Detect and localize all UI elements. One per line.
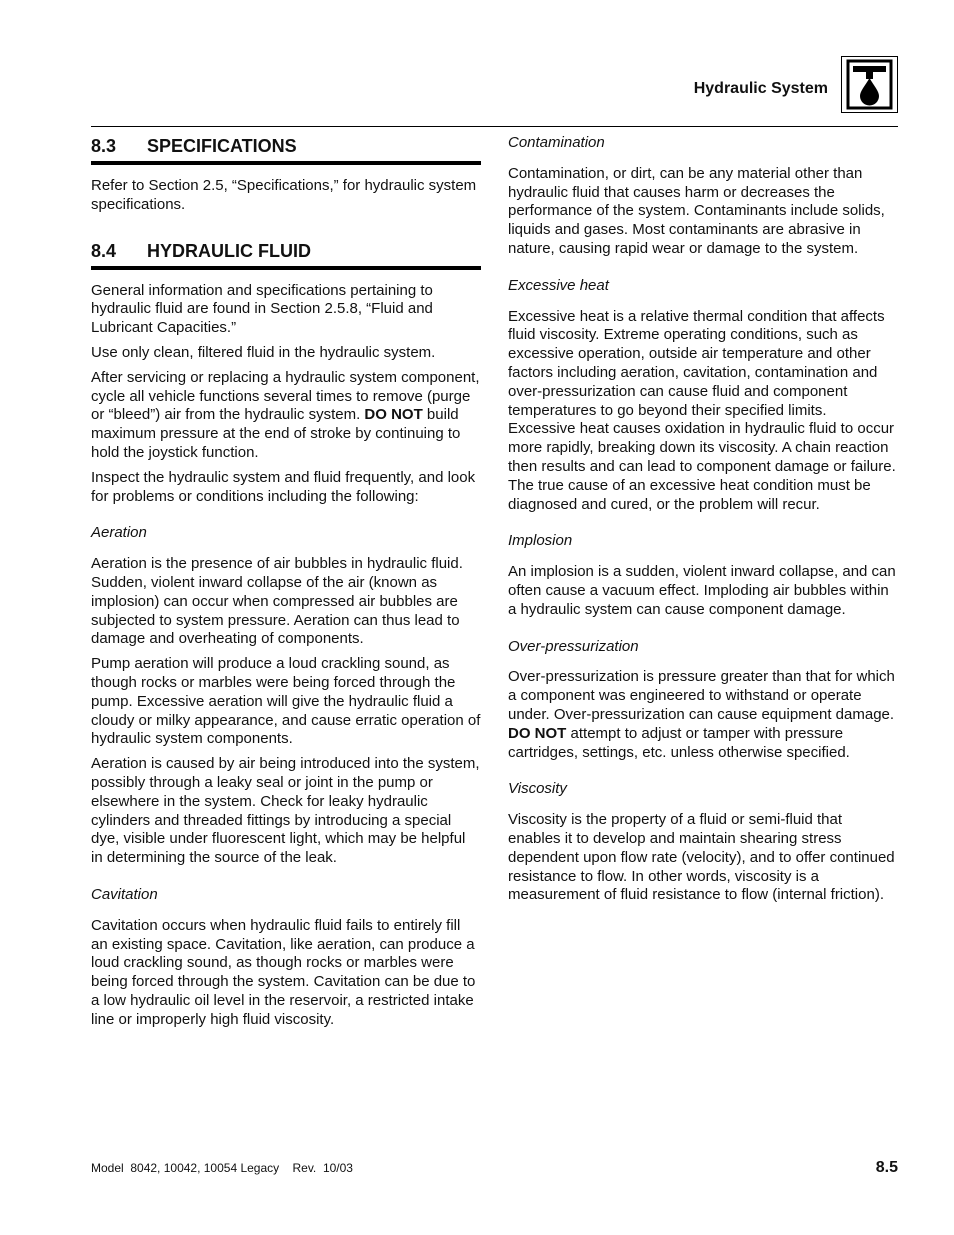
section-heading-hydraulic-fluid <box>91 239 481 270</box>
subheading-cavitation: Cavitation <box>91 885 158 903</box>
paragraph: Contamination, or dirt, can be any material other than hydraulic fluid that causes harm or decreases the performance of the system. Contaminants include solids, liquids and gases. Most contaminants are abrasive in nature, causing rapid wear or damage to the system. <box>508 164 885 257</box>
text-run: attempt to adjust or tamper with pressure cartridges, settings, etc. unless otherwise specified. <box>508 724 850 761</box>
section-number: 8.4 <box>91 240 117 261</box>
text-run: Over-pressurization is pressure greater than that for which a component was engineered to withstand or operate under. Over-pressurization can cause equipment damage. <box>508 668 895 723</box>
paragraph <box>91 369 481 463</box>
subheading-viscosity: Viscosity <box>508 780 567 798</box>
subheading-implosion: Implosion <box>508 532 573 550</box>
section-title: SPECIFICATIONS <box>147 136 297 156</box>
paragraph: Inspect the hydraulic system and fluid frequently, and look for problems or conditions including the following: <box>91 468 476 505</box>
section-number: 8.3 <box>91 136 117 156</box>
text-run: After servicing or replacing a hydraulic system component, cycle all vehicle functions several times to remove (purge or “bleed”) air from the hydraulic system. <box>91 368 480 424</box>
subheading-aeration: Aeration <box>91 524 147 542</box>
paragraph <box>508 668 898 762</box>
paragraph: Use only clean, filtered fluid in the hydraulic system. <box>91 343 436 361</box>
text-run: build maximum pressure at the end of stroke by continuing to hold the joystick function. <box>91 406 461 461</box>
paragraph: Refer to Section 2.5, “Specifications,” for hydraulic system specifications. <box>91 177 477 213</box>
page-number: 8.5 <box>875 1159 898 1176</box>
subheading-over-pressurization: Over-pressurization <box>508 637 639 655</box>
subheading-contamination: Contamination <box>508 134 605 151</box>
footer-model: Model 8042, 10042, 10054 Legacy Rev. 10/03 <box>91 1161 353 1175</box>
paragraph: Aeration is caused by air being introduced into the system, possibly through a leaky seal or joint in the pump or elsewhere in the system. Check for leaky hydraulic cylinders and threaded fittings by introducing a special dye, visible under fluorescent light, which may be helpful in determining the source of the leak. <box>91 755 480 867</box>
paragraph: Viscosity is the property of a fluid or semi-fluid that enables it to develop and maintain shearing stress dependent upon flow rate (velocity), and to offer continued resistance to flow. In other words, viscosity is a measurement of fluid resistance to flow (internal friction). <box>508 811 895 904</box>
paragraph: An implosion is a sudden, violent inward collapse, and can often cause a vacuum effect. Imploding air bubbles within a hydraulic system can cause component damage. <box>508 563 896 618</box>
section-heading-specifications <box>91 134 481 165</box>
emphasis: DO NOT <box>364 406 423 424</box>
subheading-excessive-heat: Excessive heat <box>508 276 609 294</box>
paragraph: General information and specifications pertaining to hydraulic fluid are found in Section 2.5.8, “Fluid and Lubricant Capacities.” <box>91 281 433 337</box>
paragraph: Pump aeration will produce a loud crackling sound, as though rocks or marbles were being forced through the pump. Excessive aeration will give the hydraulic fluid a cloudy or milky appearance, and cause erratic operation of hydraulic system components. <box>91 655 481 748</box>
emphasis: DO NOT <box>508 724 567 742</box>
hydraulic-reservoir-icon <box>841 56 898 113</box>
section-title: HYDRAULIC FLUID <box>147 240 311 261</box>
paragraph: Excessive heat is a relative thermal condition that affects fluid viscosity. Extreme operating conditions, such as excessive operation, outside air temperature and other factors including aeration, cavitation, contamination and over-pressurization can cause fluid and component temperatures to go beyond their specified limits. Excessive heat causes oxidation in hydraulic fluid to occur more rapidly, breaking down its viscosity. A chain reaction then results and can lead to component damage or failure. The true cause of an excessive heat condition must be diagnosed and cured, or the problem will recur. <box>508 307 896 513</box>
paragraph: Cavitation occurs when hydraulic fluid fails to entirely fill an existing space. Cavitation, like aeration, can produce a loud crackling sound, as though rocks or marbles were being forced through the system. Cavitation can be due to a low hydraulic oil level in the reservoir, a restricted intake line or improperly high fluid viscosity. <box>91 916 476 1028</box>
header-title: Hydraulic System <box>693 80 828 97</box>
right-column <box>508 134 898 905</box>
left-column <box>91 134 481 1029</box>
header-rule <box>91 126 898 127</box>
paragraph: Aeration is the presence of air bubbles in hydraulic fluid. Sudden, violent inward collapse of the air (known as implosion) can occur when compressed air bubbles are subjected to system pressure. Aeration can thus lead to damage and overheating of components. <box>91 555 463 648</box>
